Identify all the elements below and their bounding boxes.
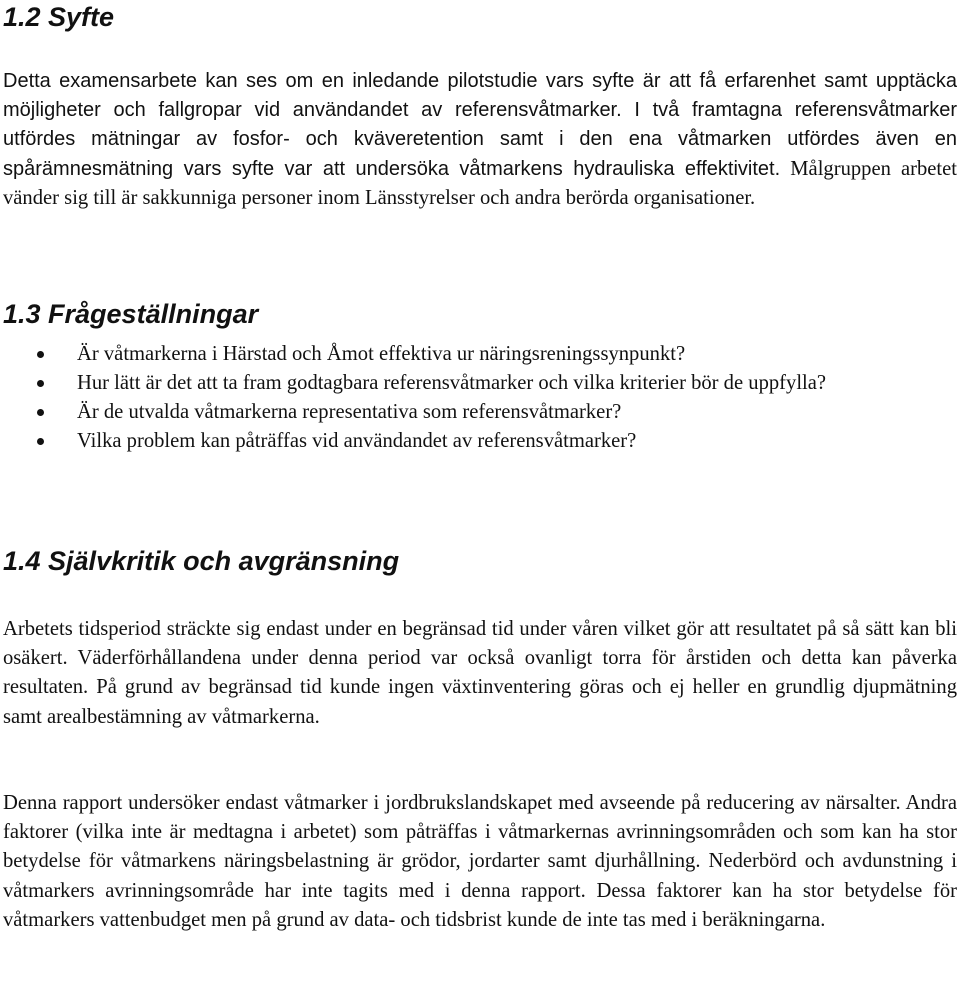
question-text: Vilka problem kan påträffas vid användandet av referensvåtmarker? (77, 430, 637, 452)
section-heading-syfte: 1.2 Syfte (3, 2, 115, 32)
bullet-icon (37, 438, 44, 445)
list-item (3, 369, 957, 398)
question-list (3, 340, 957, 456)
list-item (3, 398, 957, 427)
bullet-icon (37, 380, 44, 387)
syfte-text-serif: Målgruppen arbetet vänder sig till är sakkunniga personer inom Länsstyrelser och andra berörda organisationer. (3, 157, 957, 209)
question-text: Är våtmarkerna i Härstad och Åmot effektiva ur näringsreningssynpunkt? (77, 343, 686, 365)
avgransning-paragraph: Denna rapport undersöker endast våtmarker i jordbrukslandskapet med avseende på reducering av närsalter. Andra faktorer (vilka inte är medtagna i arbetet) som påträffas i våtmarkernas avrinningsområden och som kan ha stor betydelse för våtmarkens näringsbelastning är grödor, jordarter samt djurhållning. Nederbörd och avdunstning i våtmarkers avrinningsområde har inte tagits med i denna rapport. Dessa faktorer kan ha stor betydelse för våtmarkers vattenbudget men på grund av data- och tidsbrist kunde de inte tas med i beräkningarna. (3, 792, 957, 931)
sjalvkritik-paragraph: Arbetets tidsperiod sträckte sig endast under en begränsad tid under våren vilket gör att resultatet på så sätt kan bli osäkert. Väderförhållandena under denna period var också ovanligt torra för årstiden och detta kan påverka resultaten. På grund av begränsad tid kunde ingen växtinventering göras och ej heller en grundlig djupmätning samt arealbestämning av våtmarkerna. (3, 618, 957, 728)
section-heading-fragestallningar: 1.3 Frågeställningar (3, 299, 259, 329)
question-text: Är de utvalda våtmarkerna representativa som referensvåtmarker? (77, 401, 622, 423)
section-heading-sjalvkritik: 1.4 Självkritik och avgränsning (3, 546, 400, 576)
syfte-text-sans: Detta examensarbete kan ses om en inledande pilotstudie vars syfte är att få erfarenhet samt upptäcka möjligheter och fallgropar vid användandet av referensvåtmarker. I två framtagna referensvåtmarker utfördes mätningar av fosfor- och kväveretention samt i den ena våtmarken utfördes även en spårämnesmätning vars syfte var att undersöka våtmarkens hydrauliska effektivitet. (3, 70, 957, 180)
bullet-icon (37, 351, 44, 358)
syfte-paragraph (3, 67, 957, 213)
list-item (3, 340, 957, 369)
list-item (3, 427, 957, 456)
bullet-icon (37, 409, 44, 416)
question-text: Hur lätt är det att ta fram godtagbara referensvåtmarker och vilka kriterier bör de uppfylla? (77, 372, 827, 394)
